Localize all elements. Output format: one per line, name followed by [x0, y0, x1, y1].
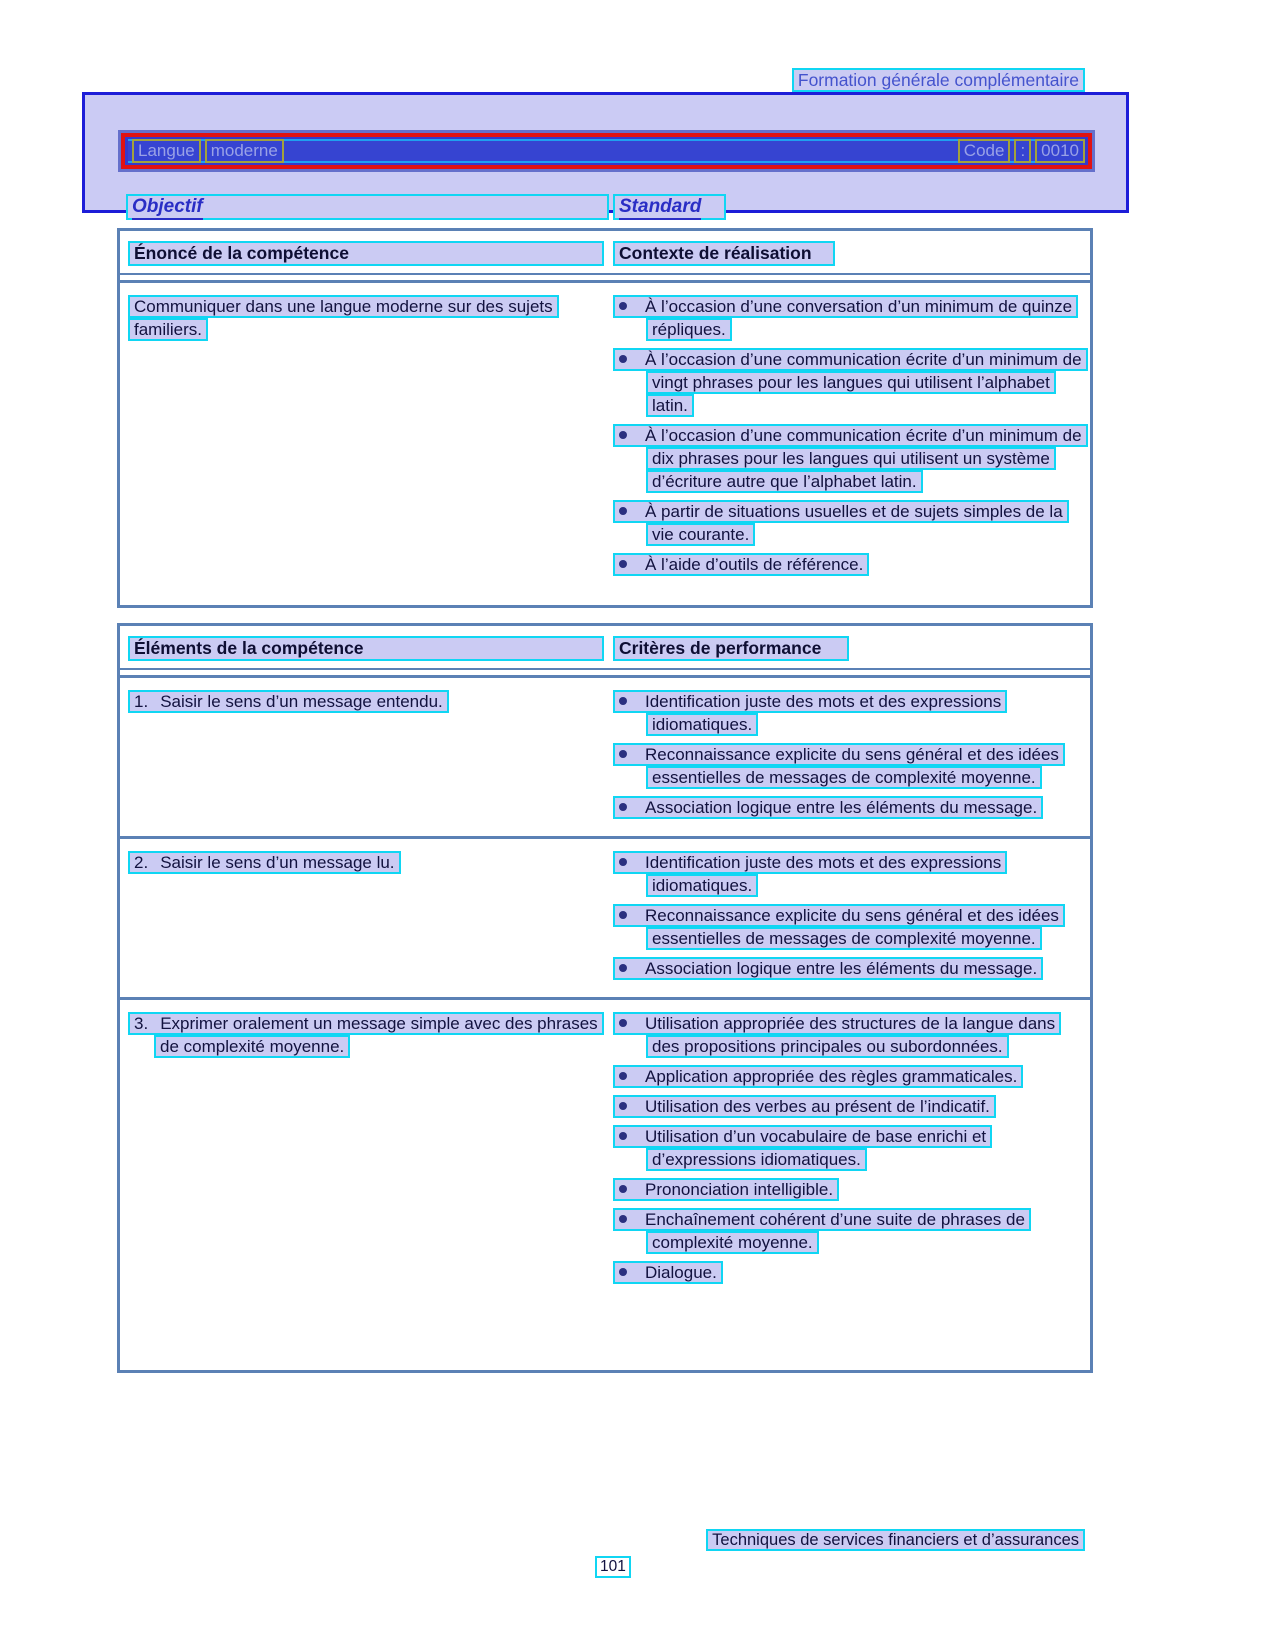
- bullet-text: À l’occasion d’une conversation d’un minimum de quinze répliques.: [645, 297, 1073, 339]
- objectif-standard-row: [126, 194, 726, 220]
- table1-header-row: [120, 231, 1090, 275]
- bullet-dot-icon: [619, 1132, 627, 1140]
- course-title-line-highlight: [128, 139, 1085, 163]
- table1-col2-header: Contexte de réalisation: [613, 241, 835, 266]
- bullet-dot-icon: [619, 858, 627, 866]
- bullet-text: Application appropriée des règles grammaticales.: [645, 1067, 1018, 1086]
- bullet-dot-icon: [619, 964, 627, 972]
- bullet-text: Association logique entre les éléments du message.: [645, 959, 1038, 978]
- bullet-dot-icon: [619, 1019, 627, 1027]
- element-number: 2.: [134, 853, 149, 872]
- bullet-text: Reconnaissance explicite du sens général et des idées essentielles de messages de complexité moyenne.: [645, 745, 1059, 787]
- course-title-bar: [118, 130, 1095, 172]
- bullet-dot-icon: [619, 560, 627, 568]
- element-text: Exprimer oralement un message simple avec des phrases de complexité moyenne.: [160, 1014, 598, 1056]
- list-item: [613, 424, 1082, 493]
- bullet-text: Utilisation des verbes au présent de l’indicatif.: [645, 1097, 990, 1116]
- bullet-text: Prononciation intelligible.: [645, 1180, 834, 1199]
- bullet-text: Utilisation appropriée des structures de la langue dans des propositions principales ou subordonnées.: [645, 1014, 1056, 1056]
- list-item: [613, 851, 1082, 897]
- context-bullet-list: [613, 295, 1082, 583]
- title-box: [82, 92, 1129, 217]
- header-right-text: Formation générale complémentaire: [792, 68, 1085, 92]
- bullet-text: À partir de situations usuelles et de sujets simples de la vie courante.: [645, 502, 1063, 544]
- table2-body: [120, 675, 1090, 1301]
- bullet-dot-icon: [619, 1268, 627, 1276]
- element-number: 1.: [134, 692, 149, 711]
- list-item: [613, 1178, 1082, 1201]
- list-item: [613, 1208, 1082, 1254]
- list-item: [613, 743, 1082, 789]
- element-cell: [128, 1012, 604, 1291]
- bullet-dot-icon: [619, 803, 627, 811]
- table1-body: [120, 280, 1090, 593]
- list-item: [613, 796, 1082, 819]
- bullet-dot-icon: [619, 1185, 627, 1193]
- course-word: moderne: [205, 139, 284, 163]
- code-separator: :: [1014, 139, 1031, 163]
- code-label: Code: [958, 139, 1011, 163]
- bullet-dot-icon: [619, 302, 627, 310]
- element-item: [128, 690, 604, 713]
- table1-col1-header: Énoncé de la compétence: [128, 241, 604, 266]
- table-row: [120, 836, 1090, 997]
- footer-program-name-wrap: [706, 1531, 1085, 1550]
- element-number: 3.: [134, 1014, 149, 1033]
- list-item: [613, 295, 1082, 341]
- statement-text: Communiquer dans une langue moderne sur des sujets familiers.: [128, 295, 559, 341]
- bullet-text: Reconnaissance explicite du sens général et des idées essentielles de messages de complexité moyenne.: [645, 906, 1059, 948]
- bullet-text: Identification juste des mots et des expressions idiomatiques.: [645, 853, 1002, 895]
- list-item: [613, 348, 1082, 417]
- bullet-dot-icon: [619, 1102, 627, 1110]
- header-section-title: [792, 70, 1085, 91]
- bullet-dot-icon: [619, 431, 627, 439]
- list-item: [613, 1095, 1082, 1118]
- table2-col1-header: Éléments de la compétence: [128, 636, 604, 661]
- statement-cell: [128, 295, 604, 583]
- table2-col2-header: Critères de performance: [613, 636, 849, 661]
- element-cell: [128, 851, 604, 987]
- bullet-dot-icon: [619, 1215, 627, 1223]
- list-item: [613, 500, 1082, 546]
- list-item: [613, 1012, 1082, 1058]
- criteria-list: [613, 1012, 1082, 1291]
- list-item: [613, 690, 1082, 736]
- element-text: Saisir le sens d’un message entendu.: [160, 692, 443, 711]
- bullet-dot-icon: [619, 750, 627, 758]
- bullet-text: Enchaînement cohérent d’une suite de phrases de complexité moyenne.: [645, 1210, 1025, 1252]
- table-row: [120, 283, 1090, 593]
- bullet-text: Association logique entre les éléments du message.: [645, 798, 1038, 817]
- table-row: [120, 678, 1090, 836]
- bullet-dot-icon: [619, 1072, 627, 1080]
- list-item: [613, 904, 1082, 950]
- bullet-text: À l’aide d’outils de référence.: [645, 555, 864, 574]
- code-value: 0010: [1035, 139, 1085, 163]
- bullet-text: Dialogue.: [645, 1263, 717, 1282]
- table-row: [120, 997, 1090, 1301]
- page-number: 101: [595, 1556, 631, 1578]
- footer-program-name: Techniques de services financiers et d’assurances: [706, 1529, 1085, 1551]
- objectif-heading: Objectif: [126, 194, 609, 220]
- element-item: [128, 1012, 604, 1058]
- performance-criteria-table: [117, 623, 1093, 1373]
- list-item: [613, 1261, 1082, 1284]
- bullet-dot-icon: [619, 697, 627, 705]
- list-item: [613, 1065, 1082, 1088]
- bullet-text: Utilisation d’un vocabulaire de base enrichi et d’expressions idiomatiques.: [645, 1127, 987, 1169]
- list-item: [613, 553, 1082, 576]
- list-item: [613, 1125, 1082, 1171]
- course-word: Langue: [132, 139, 201, 163]
- element-item: [128, 851, 604, 874]
- bullet-dot-icon: [619, 911, 627, 919]
- table2-header-row: [120, 626, 1090, 670]
- element-text: Saisir le sens d’un message lu.: [160, 853, 395, 872]
- standard-heading: Standard: [613, 194, 726, 220]
- competency-statement-table: [117, 228, 1093, 608]
- criteria-list: [613, 690, 1082, 826]
- bullet-text: À l’occasion d’une communication écrite d’un minimum de vingt phrases pour les langues qui utilisent l’alphabet latin.: [645, 350, 1082, 415]
- criteria-list: [613, 851, 1082, 987]
- course-title-bar-inner: [121, 133, 1092, 169]
- bullet-text: À l’occasion d’une communication écrite d’un minimum de dix phrases pour les langues qui utilisent un système d’écriture autre que l’alphabet latin.: [645, 426, 1082, 491]
- bullet-text: Identification juste des mots et des expressions idiomatiques.: [645, 692, 1002, 734]
- bullet-dot-icon: [619, 507, 627, 515]
- element-cell: [128, 690, 604, 826]
- list-item: [613, 957, 1082, 980]
- bullet-dot-icon: [619, 355, 627, 363]
